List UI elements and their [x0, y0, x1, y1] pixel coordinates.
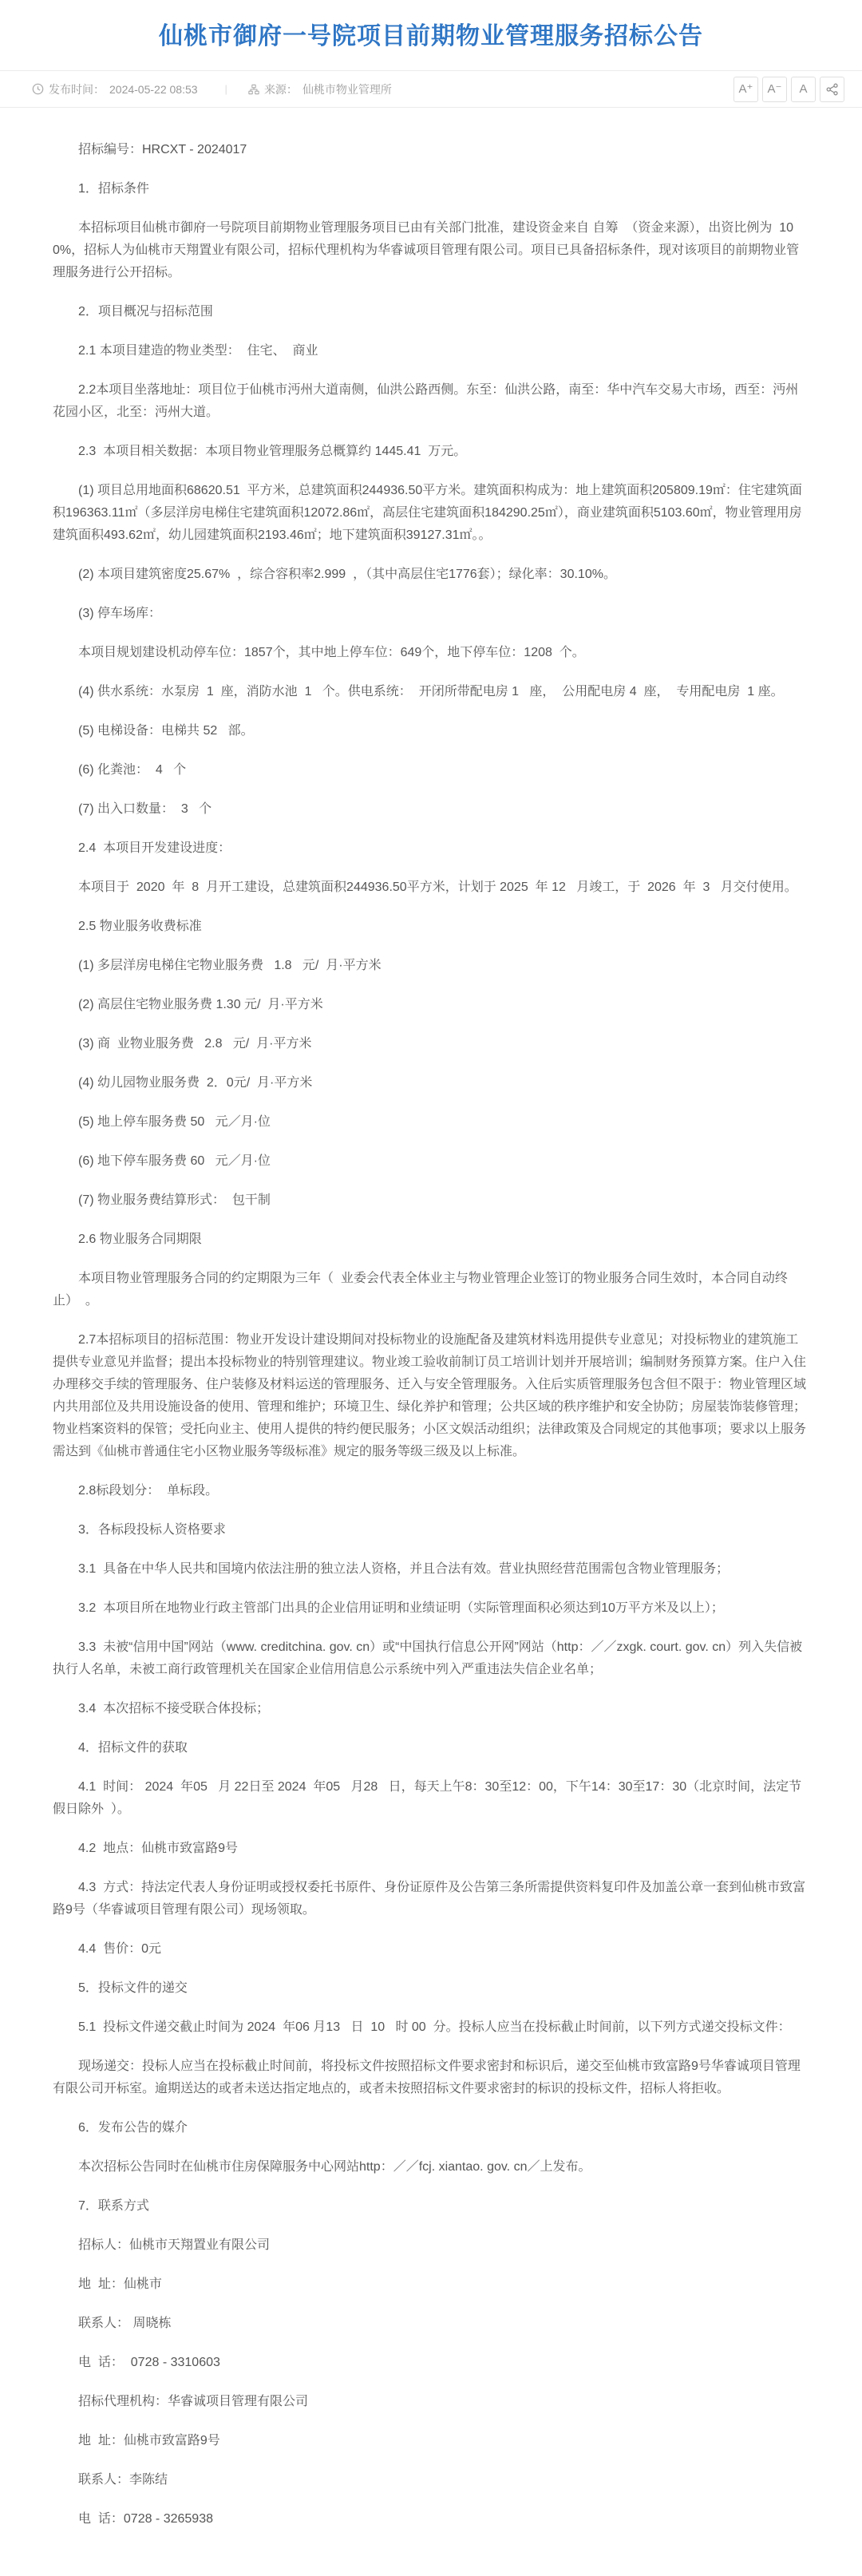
article-paragraph: 招标编号：HRCXT - 2024017 [78, 143, 247, 156]
publish-time-value: 2024-05-22 08:53 [109, 82, 198, 96]
share-nodes-icon [826, 83, 839, 96]
publish-time-group [32, 81, 198, 97]
article-paragraph: 5．投标文件的递交 [78, 1981, 188, 1995]
article-paragraph: 2.4 本项目开发建设进度： [78, 841, 231, 855]
article-paragraph: 2．项目概况与招标范围 [78, 305, 213, 319]
meta-separator: | [224, 83, 227, 95]
font-increase-button[interactable]: A⁺ [733, 77, 758, 102]
article-paragraph: 4.2 地点：仙桃市致富路9号 [78, 1842, 239, 1855]
article-paragraph: (4) 供水系统：水泵房 1 座，消防水池 1 个。供电系统： 开闭所带配电房 1 座， 公用配电房 4 座， 专用配电房 1 座。 [78, 685, 784, 698]
font-reset-button[interactable]: A [791, 77, 816, 102]
article-paragraph: 电 话：0728 - 3265938 [78, 2512, 213, 2526]
article-paragraph: 2.6 物业服务合同期限 [78, 1233, 202, 1246]
meta-bar [0, 70, 862, 108]
article-paragraph: 4．招标文件的获取 [78, 1741, 188, 1755]
page-header [0, 0, 862, 70]
article-paragraph: 7．联系方式 [78, 2199, 149, 2213]
article-paragraph: 3．各标段投标人资格要求 [78, 1523, 226, 1537]
article-paragraph: 本次招标公告同时在仙桃市住房保障服务中心网站http：／／fcj. xiantao. gov. cn／上发布。 [78, 2160, 591, 2174]
article-paragraph: (4) 幼儿园物业服务费 2．0元/ 月·平方米 [78, 1076, 313, 1090]
article-paragraph: 地 址：仙桃市致富路9号 [78, 2434, 220, 2447]
source-group [248, 81, 392, 97]
article-paragraph: 2.1 本项目建造的物业类型： 住宅、 商业 [78, 344, 318, 358]
article-paragraph: 3.4 本次招标不接受联合体投标； [78, 1702, 270, 1715]
article-paragraph: (5) 电梯设备：电梯共 52 部。 [78, 724, 254, 738]
share-button[interactable] [820, 77, 844, 102]
article-paragraph: (2) 本项目建筑密度25.67% ，综合容积率2.999 ，（其中高层住宅1776套）；绿化率：30.10%。 [78, 568, 616, 581]
page-title: 仙桃市御府一号院项目前期物业管理服务招标公告 [159, 23, 703, 49]
clock-icon [32, 83, 44, 95]
article-paragraph: 联系人：李陈结 [78, 2473, 168, 2487]
article-paragraph: (1) 多层洋房电梯住宅物业服务费 1.8 元/ 月·平方米 [78, 959, 382, 972]
article-paragraph: 6．发布公告的媒介 [78, 2121, 188, 2135]
article-paragraph: 本项目于 2020 年 8 月开工建设，总建筑面积244936.50平方米，计划于 2025 年 12 月竣工，于 2026 年 3 月交付使用。 [78, 880, 797, 894]
source-label: 来源： [263, 82, 298, 96]
article-paragraph: 现场递交：投标人应当在投标截止时间前，将投标文件按照招标文件要求密封和标识后，递交至仙桃市致富路9号华睿诚项目管理有限公司开标室。逾期送达的或者未送达指定地点的，或者未按照招标文件要求密封的标识的投标文件，招标人将拒收。 [53, 2060, 801, 2095]
article-paragraph: 2.5 物业服务收费标准 [78, 920, 202, 933]
article-paragraph: 3.2 本项目所在地物业行政主管部门出具的企业信用证明和业绩证明（实际管理面积必须达到10万平方米及以上）； [78, 1601, 724, 1615]
font-share-toolbar [733, 77, 844, 102]
font-decrease-button[interactable]: A⁻ [762, 77, 787, 102]
article-paragraph: 1．招标条件 [78, 182, 149, 196]
article-paragraph: 3.1 具备在中华人民共和国境内依法注册的独立法人资格，并且合法有效。营业执照经营范围需包含物业管理服务； [78, 1562, 730, 1576]
article-paragraph: (6) 地下停车服务费 60 元／月·位 [78, 1154, 271, 1168]
article-paragraph: (6) 化粪池： 4 个 [78, 763, 187, 777]
article-paragraph: 5.1 投标文件递交截止时间为 2024 年06 月13 日 10 时 00 分。投标人应当在投标截止时间前，以下列方式递交投标文件： [78, 2020, 791, 2034]
article-paragraph: (5) 地上停车服务费 50 元／月·位 [78, 1115, 271, 1129]
article-paragraph: 电 话： 0728 - 3310603 [78, 2356, 220, 2369]
article-paragraph: 招标人：仙桃市天翔置业有限公司 [78, 2238, 271, 2252]
article-paragraph: 4.4 售价：0元 [78, 1942, 162, 1956]
article-paragraph: 招标代理机构：华睿诚项目管理有限公司 [78, 2395, 309, 2408]
source-sitemap-icon [248, 84, 259, 95]
article-paragraph: (7) 物业服务费结算形式： 包干制 [78, 1193, 271, 1207]
article-paragraph: (3) 停车场库： [78, 607, 162, 620]
article-paragraph: 本招标项目仙桃市御府一号院项目前期物业管理服务项目已由有关部门批准，建设资金来自 自筹 （资金来源），出资比例为 100%，招标人为仙桃市天翔置业有限公司，招标代理机构为华睿诚项目管理有限公司。项目已具备招标条件，现对该项目的前期物业管理服务进行公开招标。 [53, 221, 800, 279]
article-paragraph: (1) 项目总用地面积68620.51 平方米，总建筑面积244936.50平方米。建筑面积构成为：地上建筑面积205809.19㎡：住宅建筑面积196363.11㎡（多层洋房电梯住宅建筑面积12072.86㎡，高层住宅建筑面积184290.25㎡），商业建筑面积5103.60㎡，物业管理用房建筑面积493.62㎡，幼儿园建筑面积2193.46㎡；地下建筑面积39127.31㎡。。 [53, 484, 802, 542]
article-paragraph: 本项目物业管理服务合同的约定期限为三年（ 业委会代表全体业主与物业管理企业签订的物业服务合同生效时，本合同自动终止） 。 [53, 1272, 788, 1308]
article-paragraph: 2.8标段划分： 单标段。 [78, 1484, 219, 1498]
article-paragraph: 本项目规划建设机动停车位：1857个，其中地上停车位：649个，地下停车位：1208 个。 [78, 646, 585, 659]
source-value: 仙桃市物业管理所 [302, 82, 392, 96]
article-paragraph: (7) 出入口数量： 3 个 [78, 802, 212, 816]
article-paragraph: (2) 高层住宅物业服务费 1.30 元/ 月·平方米 [78, 998, 323, 1011]
article-paragraph: 地 址：仙桃市 [78, 2277, 162, 2291]
article-paragraph: 4.3 方式：持法定代表人身份证明或授权委托书原件、身份证原件及公告第三条所需提供资料复印件及加盖公章一套到仙桃市致富路9号（华睿诚项目管理有限公司）现场领取。 [53, 1881, 806, 1917]
article-paragraph: 2.3 本项目相关数据：本项目物业管理服务总概算约 1445.41 万元。 [78, 445, 467, 458]
announcement-body [0, 108, 862, 2576]
meta-info [32, 81, 392, 97]
article-paragraph: 4.1 时间： 2024 年05 月 22日至 2024 年05 月28 日，每天上午8：30至12：00，下午14：30至17：30（北京时间，法定节假日除外 ）。 [53, 1780, 802, 1816]
article-paragraph: 2.2本项目坐落地址：项目位于仙桃市沔州大道南侧，仙洪公路西侧。东至：仙洪公路，南至：华中汽车交易大市场，西至：沔州花园小区，北至：沔州大道。 [53, 383, 799, 419]
publish-time-label: 发布时间： [49, 82, 105, 96]
article-paragraph: (3) 商 业物业服务费 2.8 元/ 月·平方米 [78, 1037, 312, 1051]
article-paragraph: 联系人： 周晓栋 [78, 2317, 172, 2330]
article-paragraph: 2.7本招标项目的招标范围：物业开发设计建设期间对投标物业的设施配备及建筑材料选用提供专业意见；对投标物业的建筑施工提供专业意见并监督；提出本投标物业的特别管理建议。物业竣工验收前制订员工培训计划并开展培训；编制财务预算方案。住户入住办理移交手续的管理服务、住户装修及材料运送的管理服务、迁入与安全管理服务。入住后实质管理服务包含但不限于：物业管理区域内共用部位及共用设施设备的使用、管理和维护；环境卫生、绿化养护和管理；公共区域的秩序维护和安全协防；房屋装饰装修管理； 物业档案资料的保管；受托向业主、使用人提供的特约便民服务；小区文娱活动组织；法律政策及合同规定的其他事项；要求以上服务需达到《仙桃市普通住宅小区物业服务等级标准》规定的服务等级三级及以上标准。 [53, 1333, 813, 1458]
article-paragraph: 3.3 未被“信用中国”网站（www. creditchina. gov. cn）或“中国执行信息公开网”网站（http：／／zxgk. court. gov. cn）列入失信被执行人名单，未被工商行政管理机关在国家企业信用信息公示系统中列入严重违法失信企业名单； [53, 1640, 803, 1676]
